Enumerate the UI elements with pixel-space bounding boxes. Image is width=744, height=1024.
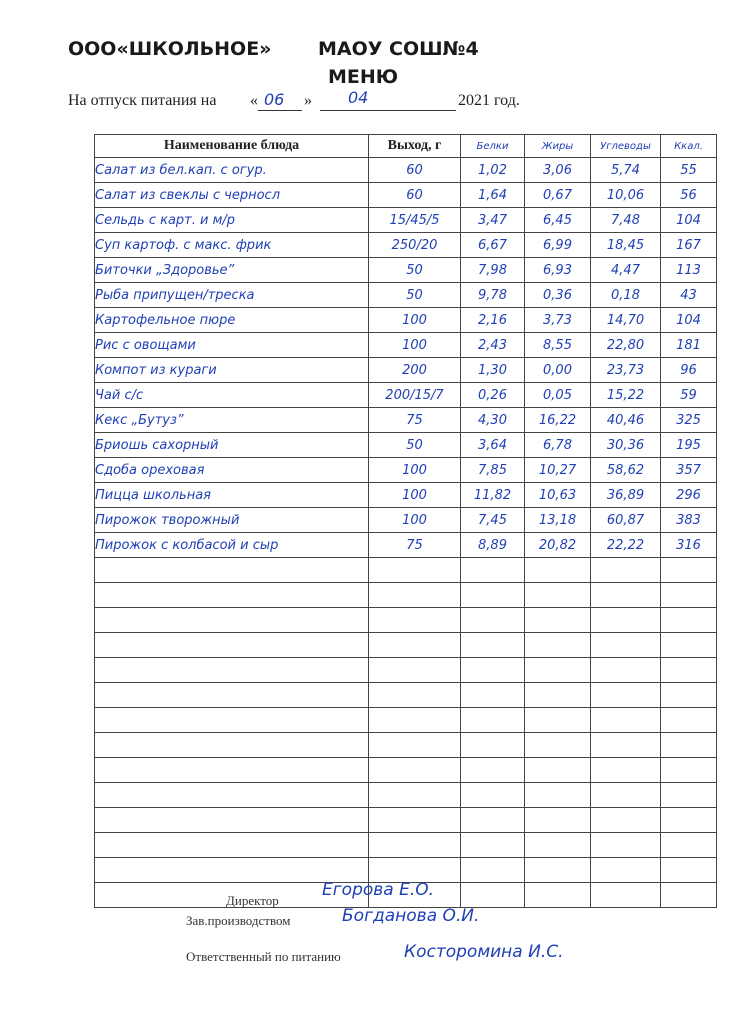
cell-name bbox=[95, 658, 369, 683]
table-row bbox=[95, 808, 717, 833]
cell-f bbox=[525, 733, 591, 758]
cell-c: 36,89 bbox=[591, 483, 661, 508]
cell-name bbox=[95, 808, 369, 833]
column-header-dish: Наименование блюда bbox=[95, 135, 369, 158]
cell-c bbox=[591, 608, 661, 633]
cell-f: 6,93 bbox=[525, 258, 591, 283]
cell-b: 3,47 bbox=[461, 208, 525, 233]
cell-weight: 15/45/5 bbox=[369, 208, 461, 233]
cell-kcal bbox=[661, 833, 717, 858]
cell-c: 14,70 bbox=[591, 308, 661, 333]
cell-name bbox=[95, 558, 369, 583]
cell-c: 22,80 bbox=[591, 333, 661, 358]
table-row bbox=[95, 408, 717, 433]
cell-c: 22,22 bbox=[591, 533, 661, 558]
cell-f: 20,82 bbox=[525, 533, 591, 558]
cell-kcal bbox=[661, 808, 717, 833]
cell-weight: 60 bbox=[369, 183, 461, 208]
cell-name: Кекс „Бутуз” bbox=[95, 408, 369, 433]
table-row bbox=[95, 383, 717, 408]
cell-name: Картофельное пюре bbox=[95, 308, 369, 333]
cell-f bbox=[525, 808, 591, 833]
cell-f bbox=[525, 583, 591, 608]
column-header-carbs: Углеводы bbox=[591, 135, 661, 158]
table-header-row bbox=[95, 135, 717, 158]
cell-c bbox=[591, 733, 661, 758]
cell-weight: 75 bbox=[369, 533, 461, 558]
cell-kcal bbox=[661, 708, 717, 733]
cell-c bbox=[591, 583, 661, 608]
cell-f bbox=[525, 633, 591, 658]
cell-c: 0,18 bbox=[591, 283, 661, 308]
cell-f: 0,00 bbox=[525, 358, 591, 383]
cell-weight: 60 bbox=[369, 158, 461, 183]
column-header-fats: Жиры bbox=[525, 135, 591, 158]
cell-kcal: 195 bbox=[661, 433, 717, 458]
cell-kcal: 56 bbox=[661, 183, 717, 208]
cell-b bbox=[461, 633, 525, 658]
cell-b: 0,26 bbox=[461, 383, 525, 408]
cell-f: 3,73 bbox=[525, 308, 591, 333]
director-label: Директор bbox=[226, 893, 279, 908]
cell-c bbox=[591, 758, 661, 783]
cell-f: 10,63 bbox=[525, 483, 591, 508]
cell-name bbox=[95, 633, 369, 658]
cell-b bbox=[461, 608, 525, 633]
cell-weight: 100 bbox=[369, 508, 461, 533]
cell-b bbox=[461, 558, 525, 583]
cell-name bbox=[95, 608, 369, 633]
school-name: МАОУ СОШ№4 bbox=[318, 38, 479, 60]
cell-b bbox=[461, 758, 525, 783]
menu-table bbox=[94, 134, 717, 908]
production-label: Зав.производством bbox=[186, 913, 291, 928]
table-row bbox=[95, 458, 717, 483]
cell-b bbox=[461, 658, 525, 683]
cell-kcal: 383 bbox=[661, 508, 717, 533]
cell-name: Сельдь с карт. и м/р bbox=[95, 208, 369, 233]
cell-f: 16,22 bbox=[525, 408, 591, 433]
cell-b: 7,85 bbox=[461, 458, 525, 483]
cell-c: 4,47 bbox=[591, 258, 661, 283]
cell-c bbox=[591, 808, 661, 833]
cell-name bbox=[95, 758, 369, 783]
menu-table-body bbox=[95, 158, 717, 908]
cell-name: Рис с овощами bbox=[95, 333, 369, 358]
cell-kcal bbox=[661, 558, 717, 583]
cell-name: Пирожок с колбасой и сыр bbox=[95, 533, 369, 558]
cell-name bbox=[95, 858, 369, 883]
table-row bbox=[95, 333, 717, 358]
cell-f: 0,36 bbox=[525, 283, 591, 308]
cell-c: 10,06 bbox=[591, 183, 661, 208]
table-row bbox=[95, 783, 717, 808]
column-header-kcal: Ккал. bbox=[661, 135, 717, 158]
cell-weight: 100 bbox=[369, 308, 461, 333]
cell-b: 2,16 bbox=[461, 308, 525, 333]
table-row bbox=[95, 183, 717, 208]
table-row bbox=[95, 508, 717, 533]
cell-weight bbox=[369, 583, 461, 608]
table-row bbox=[95, 683, 717, 708]
close-quote: » bbox=[304, 92, 312, 109]
cell-c bbox=[591, 658, 661, 683]
cell-f: 8,55 bbox=[525, 333, 591, 358]
cell-kcal bbox=[661, 883, 717, 908]
date-suffix: 2021 год. bbox=[458, 92, 520, 109]
cell-c bbox=[591, 633, 661, 658]
cell-weight: 250/20 bbox=[369, 233, 461, 258]
cell-weight bbox=[369, 658, 461, 683]
nutrition-signature: Косторомина И.С. bbox=[404, 942, 564, 962]
cell-b: 7,45 bbox=[461, 508, 525, 533]
date-prefix: На отпуск питания на bbox=[68, 92, 217, 109]
cell-weight bbox=[369, 733, 461, 758]
cell-name bbox=[95, 733, 369, 758]
table-row bbox=[95, 633, 717, 658]
cell-weight bbox=[369, 683, 461, 708]
cell-name: Пицца школьная bbox=[95, 483, 369, 508]
cell-f: 0,67 bbox=[525, 183, 591, 208]
cell-kcal: 316 bbox=[661, 533, 717, 558]
cell-b: 6,67 bbox=[461, 233, 525, 258]
table-row bbox=[95, 758, 717, 783]
cell-weight bbox=[369, 858, 461, 883]
cell-c: 58,62 bbox=[591, 458, 661, 483]
production-signature: Богданова О.И. bbox=[342, 906, 480, 926]
table-row bbox=[95, 283, 717, 308]
cell-b: 1,30 bbox=[461, 358, 525, 383]
cell-name bbox=[95, 708, 369, 733]
cell-f bbox=[525, 858, 591, 883]
table-row bbox=[95, 533, 717, 558]
cell-kcal bbox=[661, 683, 717, 708]
table-row bbox=[95, 483, 717, 508]
day-underline bbox=[258, 110, 302, 111]
cell-f: 6,45 bbox=[525, 208, 591, 233]
cell-c: 60,87 bbox=[591, 508, 661, 533]
table-row bbox=[95, 558, 717, 583]
cell-b: 1,64 bbox=[461, 183, 525, 208]
cell-kcal: 59 bbox=[661, 383, 717, 408]
cell-f bbox=[525, 833, 591, 858]
cell-c bbox=[591, 683, 661, 708]
cell-name: Салат из свеклы с черносл bbox=[95, 183, 369, 208]
cell-kcal: 96 bbox=[661, 358, 717, 383]
cell-c bbox=[591, 783, 661, 808]
cell-weight: 75 bbox=[369, 408, 461, 433]
cell-weight bbox=[369, 708, 461, 733]
cell-b bbox=[461, 808, 525, 833]
cell-kcal: 167 bbox=[661, 233, 717, 258]
cell-f bbox=[525, 708, 591, 733]
cell-c bbox=[591, 858, 661, 883]
table-row bbox=[95, 433, 717, 458]
table-row bbox=[95, 158, 717, 183]
column-header-weight: Выход, г bbox=[369, 135, 461, 158]
cell-name: Суп картоф. с макс. фрик bbox=[95, 233, 369, 258]
cell-kcal: 113 bbox=[661, 258, 717, 283]
cell-b bbox=[461, 733, 525, 758]
cell-kcal bbox=[661, 608, 717, 633]
cell-name bbox=[95, 683, 369, 708]
cell-weight: 200/15/7 bbox=[369, 383, 461, 408]
date-line bbox=[68, 88, 548, 116]
cell-name bbox=[95, 833, 369, 858]
cell-f: 6,99 bbox=[525, 233, 591, 258]
cell-c: 15,22 bbox=[591, 383, 661, 408]
cell-kcal bbox=[661, 733, 717, 758]
cell-kcal: 43 bbox=[661, 283, 717, 308]
open-quote: « bbox=[250, 92, 258, 109]
cell-name: Бриошь сахорный bbox=[95, 433, 369, 458]
cell-weight bbox=[369, 808, 461, 833]
cell-b: 11,82 bbox=[461, 483, 525, 508]
cell-b: 1,02 bbox=[461, 158, 525, 183]
cell-f bbox=[525, 758, 591, 783]
cell-b bbox=[461, 683, 525, 708]
cell-c: 5,74 bbox=[591, 158, 661, 183]
table-row bbox=[95, 733, 717, 758]
cell-b bbox=[461, 833, 525, 858]
cell-b: 4,30 bbox=[461, 408, 525, 433]
cell-kcal: 104 bbox=[661, 208, 717, 233]
cell-name: Компот из кураги bbox=[95, 358, 369, 383]
cell-weight: 100 bbox=[369, 458, 461, 483]
cell-b: 8,89 bbox=[461, 533, 525, 558]
table-row bbox=[95, 208, 717, 233]
cell-name: Рыба припущен/треска bbox=[95, 283, 369, 308]
cell-weight bbox=[369, 633, 461, 658]
cell-b bbox=[461, 858, 525, 883]
cell-b: 2,43 bbox=[461, 333, 525, 358]
cell-name bbox=[95, 783, 369, 808]
director-signature: Егорова Е.О. bbox=[322, 880, 435, 900]
cell-weight: 100 bbox=[369, 483, 461, 508]
cell-b bbox=[461, 583, 525, 608]
cell-f: 0,05 bbox=[525, 383, 591, 408]
cell-f: 3,06 bbox=[525, 158, 591, 183]
cell-weight bbox=[369, 758, 461, 783]
cell-name bbox=[95, 583, 369, 608]
cell-b: 7,98 bbox=[461, 258, 525, 283]
cell-kcal: 104 bbox=[661, 308, 717, 333]
cell-b bbox=[461, 708, 525, 733]
date-month: 04 bbox=[348, 88, 369, 107]
cell-kcal: 357 bbox=[661, 458, 717, 483]
cell-c bbox=[591, 558, 661, 583]
cell-f bbox=[525, 783, 591, 808]
month-underline bbox=[320, 110, 456, 111]
cell-kcal bbox=[661, 783, 717, 808]
organization-name: ООО«ШКОЛЬНОЕ» bbox=[68, 38, 272, 60]
table-row bbox=[95, 858, 717, 883]
cell-kcal bbox=[661, 583, 717, 608]
cell-f bbox=[525, 683, 591, 708]
cell-weight: 100 bbox=[369, 333, 461, 358]
cell-f: 13,18 bbox=[525, 508, 591, 533]
cell-c: 18,45 bbox=[591, 233, 661, 258]
cell-weight bbox=[369, 558, 461, 583]
cell-b: 3,64 bbox=[461, 433, 525, 458]
table-row bbox=[95, 258, 717, 283]
cell-f bbox=[525, 658, 591, 683]
cell-weight bbox=[369, 833, 461, 858]
cell-f: 10,27 bbox=[525, 458, 591, 483]
cell-kcal: 55 bbox=[661, 158, 717, 183]
cell-c: 30,36 bbox=[591, 433, 661, 458]
nutrition-label: Ответственный по питанию bbox=[186, 949, 341, 964]
table-row bbox=[95, 608, 717, 633]
table-row bbox=[95, 708, 717, 733]
cell-c bbox=[591, 708, 661, 733]
cell-weight: 50 bbox=[369, 433, 461, 458]
cell-kcal bbox=[661, 658, 717, 683]
cell-kcal: 181 bbox=[661, 333, 717, 358]
cell-c bbox=[591, 883, 661, 908]
cell-c: 7,48 bbox=[591, 208, 661, 233]
cell-kcal bbox=[661, 633, 717, 658]
table-row bbox=[95, 233, 717, 258]
cell-weight bbox=[369, 783, 461, 808]
table-row bbox=[95, 583, 717, 608]
cell-f bbox=[525, 608, 591, 633]
table-row bbox=[95, 308, 717, 333]
document-title: МЕНЮ bbox=[328, 66, 399, 88]
cell-c: 40,46 bbox=[591, 408, 661, 433]
cell-c: 23,73 bbox=[591, 358, 661, 383]
cell-f bbox=[525, 558, 591, 583]
cell-kcal: 296 bbox=[661, 483, 717, 508]
cell-b: 9,78 bbox=[461, 283, 525, 308]
cell-weight: 50 bbox=[369, 283, 461, 308]
date-day: 06 bbox=[264, 90, 285, 109]
cell-name: Биточки „Здоровье” bbox=[95, 258, 369, 283]
cell-name: Сдоба ореховая bbox=[95, 458, 369, 483]
cell-weight: 200 bbox=[369, 358, 461, 383]
table-row bbox=[95, 358, 717, 383]
cell-kcal bbox=[661, 758, 717, 783]
cell-name: Пирожок творожный bbox=[95, 508, 369, 533]
table-row bbox=[95, 658, 717, 683]
cell-name: Салат из бел.кап. с огур. bbox=[95, 158, 369, 183]
cell-f: 6,78 bbox=[525, 433, 591, 458]
cell-b bbox=[461, 783, 525, 808]
cell-name: Чай с/с bbox=[95, 383, 369, 408]
column-header-proteins: Белки bbox=[461, 135, 525, 158]
cell-c bbox=[591, 833, 661, 858]
cell-kcal bbox=[661, 858, 717, 883]
cell-weight: 50 bbox=[369, 258, 461, 283]
cell-weight bbox=[369, 608, 461, 633]
cell-b bbox=[461, 883, 525, 908]
table-row bbox=[95, 833, 717, 858]
cell-f bbox=[525, 883, 591, 908]
cell-kcal: 325 bbox=[661, 408, 717, 433]
